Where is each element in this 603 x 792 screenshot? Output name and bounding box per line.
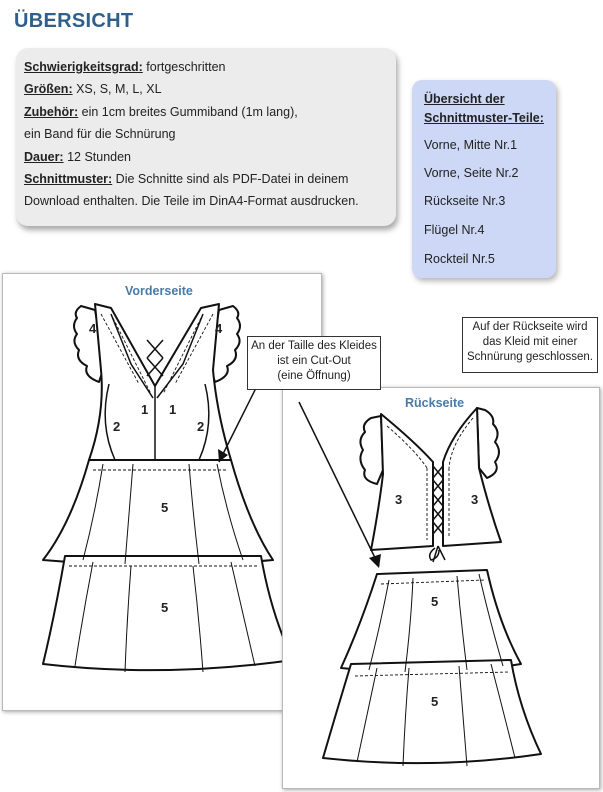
back-piece-label: 3 [471, 492, 479, 507]
front-callout [247, 336, 381, 390]
front-piece-label: 1 [169, 402, 177, 417]
parts-item: Flügel Nr.4 [424, 223, 485, 237]
back-callout-line: Auf der Rückseite wird [472, 321, 588, 333]
sizes-line [24, 82, 162, 96]
duration-value: 12 Stunden [63, 150, 132, 164]
parts-item: Rückseite Nr.3 [424, 194, 506, 208]
parts-title: Übersicht der Schnittmuster-Teile: [424, 92, 544, 125]
difficulty-label: Schwierigkeitsgrad: [24, 60, 143, 74]
back-callout [462, 317, 598, 373]
back-callout-line: Schnürung geschlossen. [467, 351, 593, 363]
front-piece-label: 4 [215, 321, 223, 336]
front-piece-label: 4 [89, 321, 97, 336]
sizes-label: Größen: [24, 82, 73, 96]
accessories-label: Zubehör: [24, 105, 79, 119]
pattern-line [24, 172, 348, 186]
back-piece-label: 3 [395, 492, 403, 507]
back-piece-label: 5 [431, 594, 439, 609]
page-title: ÜBERSICHT [14, 10, 134, 32]
duration-label: Dauer: [24, 150, 64, 164]
pattern-line-2: Download enthalten. Die Teile im DinA4-Format ausdrucken. [24, 194, 359, 208]
accessories-line [24, 105, 298, 119]
back-label: Rückseite [405, 396, 465, 410]
parts-item: Vorne, Mitte Nr.1 [424, 138, 518, 152]
front-callout-line: ist ein Cut-Out [277, 355, 351, 367]
front-piece-label: 1 [141, 402, 149, 417]
parts-item: Rockteil Nr.5 [424, 252, 495, 266]
pattern-label: Schnittmuster: [24, 172, 113, 186]
front-label: Vorderseite [125, 284, 193, 298]
duration-line [24, 150, 131, 164]
back-callout-line: das Kleid mit einer [482, 336, 578, 348]
cutout-arrow [219, 382, 259, 462]
pattern-value: Die Schnitte sind als PDF-Datei in deinem [112, 172, 349, 186]
accessories-line-2: ein Band für die Schnürung [24, 127, 176, 141]
front-callout-line: An der Taille des Kleides [251, 340, 377, 352]
difficulty-value: fortgeschritten [142, 60, 226, 74]
accessories-value: ein 1cm breites Gummiband (1m lang), [78, 105, 298, 119]
parts-box [412, 80, 556, 278]
front-piece-label: 5 [161, 600, 169, 615]
back-dress-illustration [283, 388, 599, 788]
back-piece-label: 5 [431, 694, 439, 709]
front-piece-label: 2 [197, 419, 205, 434]
front-callout-line: (eine Öffnung) [277, 370, 351, 382]
back-view-card [282, 387, 600, 789]
sizes-value: XS, S, M, L, XL [72, 82, 162, 96]
info-box [16, 48, 396, 226]
front-piece-label: 5 [161, 500, 169, 515]
front-piece-label: 2 [113, 419, 121, 434]
parts-item: Vorne, Seite Nr.2 [424, 166, 519, 180]
difficulty-line [24, 60, 225, 74]
